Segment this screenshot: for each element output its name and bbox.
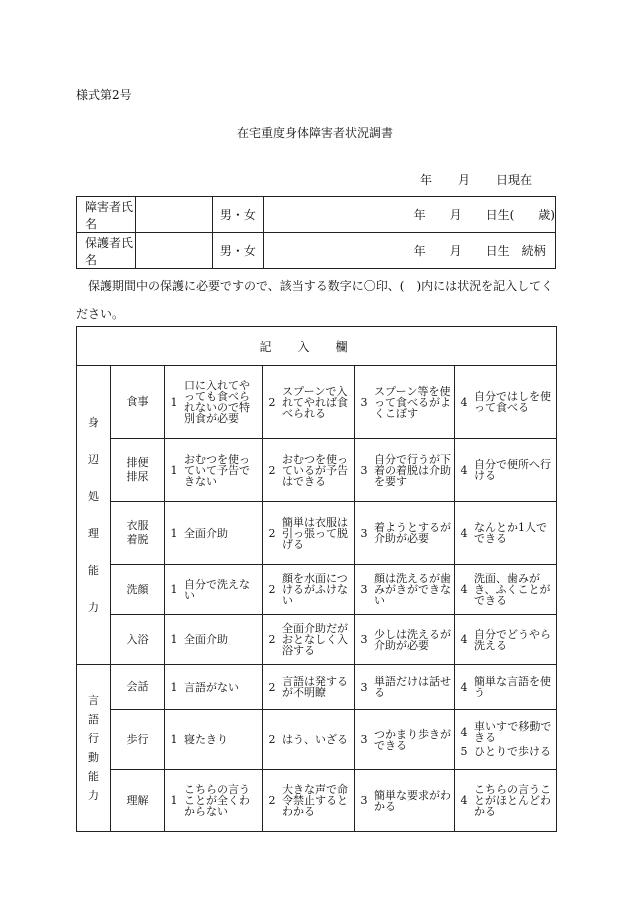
option-number[interactable]: 1: [170, 395, 178, 409]
option-number[interactable]: 2: [268, 680, 276, 694]
option-text: 全面介助だがおとなしく入浴する: [282, 622, 348, 657]
date-year: 年: [420, 173, 433, 187]
option-cell[interactable]: [263, 565, 355, 615]
item-label: 食事: [111, 366, 165, 439]
option-text: 少しは洗えるが介助が必要: [374, 627, 451, 652]
option-cell[interactable]: [355, 770, 455, 832]
option-text: なんとか1人でできる: [474, 521, 547, 545]
option-cell[interactable]: [263, 366, 355, 439]
option-number[interactable]: 3: [360, 680, 368, 694]
option-cell[interactable]: [355, 615, 455, 665]
disabled-person-row: [77, 197, 556, 233]
option-text: おむつを使っていて予告できない: [184, 452, 250, 488]
guardian-dob-field[interactable]: 年 月 日生 続柄: [263, 233, 555, 269]
disabled-sex-field[interactable]: 男・女: [213, 197, 263, 233]
option-number[interactable]: 2: [268, 794, 276, 807]
option-cell[interactable]: [165, 439, 263, 502]
option-cell[interactable]: [355, 565, 455, 615]
option-cell[interactable]: [165, 565, 263, 615]
option-number[interactable]: 2: [268, 733, 276, 746]
option-number[interactable]: 3: [360, 526, 368, 540]
option-text: 口に入れてやっても食べられないので特別食が必要: [184, 379, 250, 425]
option-cell[interactable]: [263, 615, 355, 665]
option-number[interactable]: 3: [360, 633, 368, 646]
date-day: 日現在: [496, 173, 533, 187]
option-number[interactable]: 1: [170, 794, 178, 807]
option-text: ひとりで歩ける: [474, 745, 551, 758]
option-text: 簡単な要求がわかる: [374, 788, 451, 813]
document-title: 在宅重度身体障害者状況調書: [236, 126, 393, 140]
item-label: 歩行: [111, 710, 165, 770]
guardian-row: [77, 233, 556, 269]
option-text: 寝たきり: [184, 733, 228, 746]
option-number[interactable]: 3: [360, 395, 368, 409]
instruction-text: 保護期間中の保護に必要ですので、該当する数字に〇印、( )内には状況を記入してください。: [76, 279, 554, 321]
option-number[interactable]: 1: [170, 583, 178, 596]
option-number[interactable]: 4: [460, 463, 468, 477]
option-cell[interactable]: [263, 439, 355, 502]
option-number[interactable]: 3: [360, 463, 368, 477]
option-text: スプーンで入れてやれば食べられる: [282, 384, 348, 420]
item-label: 排便 排尿: [111, 439, 165, 502]
option-text: 自分ではしを使って食べる: [474, 390, 551, 414]
option-number[interactable]: 2: [268, 463, 276, 477]
entry-row: [77, 615, 557, 665]
entry-row: [77, 439, 557, 502]
option-text: こちらの言うことが全くわからない: [184, 783, 250, 818]
option-number[interactable]: 4: [460, 725, 468, 739]
option-number[interactable]: 4: [460, 395, 468, 409]
option-number[interactable]: 4: [460, 794, 468, 807]
option-cell[interactable]: [165, 770, 263, 832]
option-cell[interactable]: [455, 615, 557, 665]
option-text: 言語は発するが不明瞭: [282, 675, 348, 699]
option-text: 自分でどうやら洗える: [474, 627, 551, 652]
entry-row: [77, 770, 557, 832]
option-cell[interactable]: [263, 665, 355, 710]
option-number[interactable]: 3: [360, 794, 368, 807]
option-number[interactable]: 1: [170, 463, 178, 477]
entry-row: [77, 366, 557, 439]
option-cell[interactable]: [263, 770, 355, 832]
option-cell[interactable]: [455, 710, 557, 770]
option-number[interactable]: 4: [460, 633, 468, 646]
option-number[interactable]: 1: [170, 680, 178, 694]
option-text: スプーン等を使って食べるがよくこぼす: [374, 384, 451, 420]
entry-row: [77, 710, 557, 770]
guardian-name-field[interactable]: [136, 233, 213, 269]
option-number[interactable]: 2: [268, 583, 276, 596]
option-number[interactable]: 5: [460, 745, 468, 758]
option-text: 全面介助: [184, 633, 228, 646]
entry-header: 記入欄: [77, 327, 557, 366]
option-cell[interactable]: [165, 502, 263, 565]
option-cell[interactable]: [455, 770, 557, 832]
option-text: 単語だけは話せる: [374, 675, 451, 699]
item-label: 入浴: [111, 615, 165, 665]
date-line: [420, 171, 532, 188]
option-cell[interactable]: [263, 502, 355, 565]
category-cell: [77, 366, 111, 665]
disabled-dob-field[interactable]: 年 月 日生( 歳): [263, 197, 555, 233]
option-cell[interactable]: [355, 366, 455, 439]
option-text: 自分で洗えない: [184, 577, 250, 602]
person-info-table: [76, 196, 556, 269]
option-text: 洗面、歯みがき、ふくことができる: [474, 572, 551, 607]
option-text: 言語がない: [184, 680, 239, 694]
option-number[interactable]: 1: [170, 633, 178, 646]
option-number[interactable]: 4: [460, 526, 468, 540]
option-number[interactable]: 4: [460, 680, 468, 694]
option-number[interactable]: 1: [170, 733, 178, 746]
item-label: 衣服 着脱: [111, 502, 165, 565]
item-label: 理解: [111, 770, 165, 832]
option-text: 顔を水面につけるがふけない: [282, 572, 348, 607]
entry-table: [76, 326, 557, 832]
disabled-name-label: 障害者氏名: [77, 197, 136, 233]
category-label: 身 辺 処 理 能 力: [88, 416, 99, 614]
option-text: 自分で行うが下着の着脱は介助を要す: [374, 452, 451, 488]
disabled-name-field[interactable]: [136, 197, 213, 233]
date-month: 月: [458, 173, 471, 187]
option-text: こちらの言うことがほとんどわかる: [474, 783, 551, 818]
option-text: はう、いざる: [282, 733, 348, 746]
option-text: おむつを使っているが予告はできる: [282, 452, 348, 488]
option-number[interactable]: 2: [268, 395, 276, 409]
option-text: つかまり歩きができる: [374, 727, 451, 752]
entry-row: [77, 502, 557, 565]
option-cell[interactable]: [263, 710, 355, 770]
option-text: 簡単な言語を使う: [474, 675, 551, 699]
guardian-name-label: 保護者氏名: [77, 233, 136, 269]
option-text: 自分で便所へ行ける: [474, 458, 551, 482]
option-cell[interactable]: [355, 502, 455, 565]
option-text: 顔は洗えるが歯みがきができない: [374, 572, 451, 607]
option-number[interactable]: 3: [360, 733, 368, 746]
option-cell[interactable]: [165, 366, 263, 439]
option-number[interactable]: 2: [268, 633, 276, 646]
category-cell: [77, 665, 111, 832]
option-number[interactable]: 4: [460, 583, 468, 596]
item-label: 会話: [111, 665, 165, 710]
option-cell[interactable]: [455, 366, 557, 439]
option-cell[interactable]: [455, 565, 557, 615]
option-number[interactable]: 3: [360, 583, 368, 596]
option-text: 簡単は衣服は引っ張って脱げる: [282, 515, 348, 551]
option-cell[interactable]: [165, 615, 263, 665]
category-label: 言 語 行 動 能 力: [88, 694, 99, 802]
option-number[interactable]: 1: [170, 526, 178, 540]
option-cell[interactable]: [165, 665, 263, 710]
entry-header-row: [77, 327, 557, 366]
option-cell[interactable]: [455, 665, 557, 710]
option-text: 全面介助: [184, 526, 228, 540]
entry-row: [77, 565, 557, 615]
option-cell[interactable]: [455, 502, 557, 565]
option-number[interactable]: 2: [268, 526, 276, 540]
form-number: 様式第2号: [76, 88, 132, 102]
option-cell[interactable]: [165, 710, 263, 770]
option-text: 車いすで移動できる: [474, 720, 552, 744]
option-cell[interactable]: [455, 439, 557, 502]
option-cell[interactable]: [355, 439, 455, 502]
option-cell[interactable]: [355, 710, 455, 770]
entry-row: [77, 665, 557, 710]
guardian-sex-field[interactable]: 男・女: [213, 233, 263, 269]
option-cell[interactable]: [355, 665, 455, 710]
option-text: 大きな声で命令禁止するとわかる: [282, 783, 348, 818]
option-text: 着ようとするが介助が必要: [374, 521, 451, 545]
item-label: 洗顔: [111, 565, 165, 615]
